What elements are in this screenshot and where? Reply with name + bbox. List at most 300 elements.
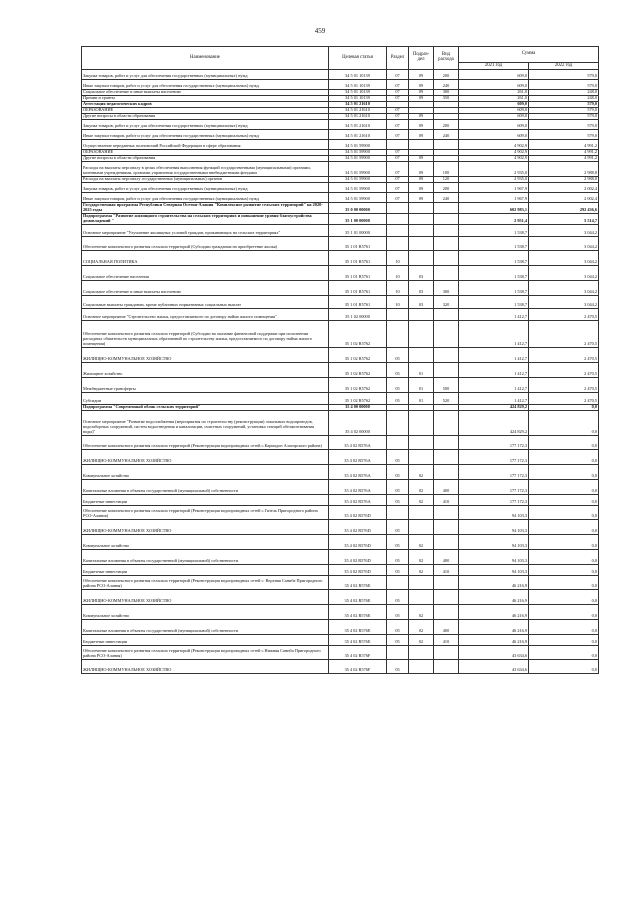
row-sum-2021: 177 172,3 <box>459 435 529 449</box>
row-expense-type: 400 <box>434 549 459 564</box>
row-sum-2021: 4 902,9 <box>459 140 529 150</box>
row-sum-2022: 0,0 <box>529 410 599 435</box>
row-sum-2021: 46 216,9 <box>459 575 529 589</box>
row-subsection: 03 <box>409 295 434 308</box>
row-expense-type <box>434 347 459 362</box>
row-name: Социальные выплаты гражданам, кроме публичных нормативных социальных выплат <box>82 295 329 308</box>
row-expense-type: 400 <box>434 479 459 494</box>
row-sum-2022: 2 470,5 <box>529 308 599 320</box>
row-section <box>387 505 409 519</box>
row-expense-type: 520 <box>434 392 459 404</box>
row-target: 35 4 02 R576E <box>329 589 387 604</box>
table-row <box>82 183 599 193</box>
row-expense-type: 200 <box>434 183 459 193</box>
row-subsection: 02 <box>409 494 434 505</box>
row-name: Капитальные вложения в объекты государственной (муниципальной) собственности <box>82 479 329 494</box>
table-row <box>82 392 599 404</box>
row-section: 10 <box>387 265 409 280</box>
row-section <box>387 410 409 435</box>
row-expense-type: 410 <box>434 564 459 575</box>
row-sum-2022: 3 044,2 <box>529 224 599 236</box>
row-target: 35 1 01 R5761 <box>329 236 387 250</box>
row-sum-2022: 0,0 <box>529 449 599 464</box>
row-section <box>387 645 409 659</box>
row-section: 05 <box>387 362 409 377</box>
row-sum-2022: 0,0 <box>529 604 599 619</box>
row-sum-2021: 609,0 <box>459 114 529 120</box>
table-row <box>82 295 599 308</box>
row-section: 10 <box>387 250 409 265</box>
row-sum-2021: 2 935,0 <box>459 162 529 177</box>
table-row <box>82 505 599 519</box>
row-sum-2022: 0,0 <box>529 435 599 449</box>
row-name: Иные закупки товаров, работ и услуг для обеспечения государственных (муниципальных) нужд <box>82 193 329 203</box>
row-subsection <box>409 589 434 604</box>
row-target: 34 5 01 10139 <box>329 96 387 102</box>
row-subsection <box>409 505 434 519</box>
row-target: 35 4 02 R576E <box>329 575 387 589</box>
row-target: 35 4 02 R576F <box>329 659 387 673</box>
row-subsection <box>409 320 434 347</box>
row-section <box>387 203 409 214</box>
row-expense-type <box>434 236 459 250</box>
row-section <box>387 435 409 449</box>
row-name: Основное мероприятие "Улучшение жилищных условий граждан, проживающих на сельских территориях" <box>82 224 329 236</box>
row-sum-2021: 4 902,9 <box>459 156 529 162</box>
row-target: 35 1 02 R5762 <box>329 377 387 392</box>
row-sum-2021: 177 172,3 <box>459 449 529 464</box>
row-sum-2022: 579,0 <box>529 130 599 140</box>
row-sum-2022: 0,0 <box>529 549 599 564</box>
row-subsection <box>409 308 434 320</box>
row-target: 34 5 01 59900 <box>329 140 387 150</box>
row-target: 34 5 01 10139 <box>329 70 387 80</box>
row-target: 34 5 01 59900 <box>329 177 387 183</box>
row-target: 35 1 02 R5762 <box>329 347 387 362</box>
row-name: Другие вопросы в области образования <box>82 156 329 162</box>
row-target: 34 5 01 59900 <box>329 193 387 203</box>
row-expense-type <box>434 464 459 479</box>
row-target: 34 5 01 21610 <box>329 108 387 114</box>
row-name: Основное мероприятие "Строительство жилья, предоставляемого по договору найма жилого помещения" <box>82 308 329 320</box>
table-row <box>82 575 599 589</box>
table-row <box>82 130 599 140</box>
row-sum-2022: 4 991,2 <box>529 150 599 156</box>
row-section: 07 <box>387 150 409 156</box>
row-subsection <box>409 659 434 673</box>
table-row <box>82 659 599 673</box>
row-name: Иные закупки товаров, работ и услуг для обеспечения государственных (муниципальных) нужд <box>82 80 329 90</box>
row-expense-type <box>434 435 459 449</box>
row-sum-2022: 0,0 <box>529 404 599 410</box>
row-sum-2022: 0,0 <box>529 464 599 479</box>
row-expense-type <box>434 308 459 320</box>
row-target: 35 4 02 R576A <box>329 479 387 494</box>
row-expense-type: 100 <box>434 162 459 177</box>
row-sum-2021: 94 103,3 <box>459 564 529 575</box>
row-expense-type: 410 <box>434 494 459 505</box>
table-row <box>82 479 599 494</box>
row-sum-2022: 0,0 <box>529 659 599 673</box>
row-name: Расходы на выплаты персоналу государственных (муниципальных) органов <box>82 177 329 183</box>
row-sum-2021: 177 172,3 <box>459 464 529 479</box>
row-section: 10 <box>387 280 409 295</box>
row-subsection: 02 <box>409 479 434 494</box>
row-target: 35 4 02 R576A <box>329 494 387 505</box>
row-sum-2021: 46 216,9 <box>459 619 529 634</box>
row-expense-type: 200 <box>434 70 459 80</box>
row-section: 05 <box>387 604 409 619</box>
row-sum-2022: 4 991,2 <box>529 156 599 162</box>
table-row <box>82 449 599 464</box>
row-expense-type: 240 <box>434 193 459 203</box>
row-target: 35 1 02 R5762 <box>329 362 387 377</box>
row-name: Социальное обеспечение и иные выплаты населению <box>82 90 329 96</box>
row-section: 07 <box>387 193 409 203</box>
row-sum-2022: 292 436,6 <box>529 203 599 214</box>
row-section: 05 <box>387 519 409 534</box>
row-name: Подпрограмма "Развитие жилищного строительства на сельских территориях и повышение уровня благоустройства домовладений " <box>82 213 329 224</box>
row-expense-type: 240 <box>434 130 459 140</box>
row-subsection: 02 <box>409 549 434 564</box>
table-row <box>82 362 599 377</box>
row-target: 35 4 02 R576D <box>329 534 387 549</box>
row-sum-2022: 0,0 <box>529 634 599 645</box>
row-expense-type <box>434 449 459 464</box>
row-expense-type: 500 <box>434 377 459 392</box>
row-sum-2022: 2 470,5 <box>529 347 599 362</box>
row-section: 07 <box>387 177 409 183</box>
row-sum-2021: 1 538,7 <box>459 236 529 250</box>
header-name: Наименование <box>82 47 329 70</box>
row-sum-2021: 1 412,7 <box>459 377 529 392</box>
row-section <box>387 224 409 236</box>
row-target: 35 0 00 00000 <box>329 203 387 214</box>
row-name: Бюджетные инвестиции <box>82 494 329 505</box>
row-name: Капитальные вложения в объекты государственной (муниципальной) собственности <box>82 549 329 564</box>
row-expense-type <box>434 140 459 150</box>
row-sum-2022: 0,0 <box>529 505 599 519</box>
row-section: 05 <box>387 564 409 575</box>
row-name: Расходы на выплаты персоналу в целях обеспечения выполнения функций государственными (муниципальными) органами, казенными учреждениями, органами управления государственными внебюджетными фондами <box>82 162 329 177</box>
row-sum-2021: 609,0 <box>459 130 529 140</box>
row-target: 34 5 01 10139 <box>329 90 387 96</box>
header-year-2021: 2021 год <box>459 63 529 70</box>
row-sum-2022: 248,0 <box>529 96 599 102</box>
row-target: 35 1 00 00000 <box>329 213 387 224</box>
row-section: 07 <box>387 114 409 120</box>
row-section: 07 <box>387 70 409 80</box>
row-name: Капитальные вложения в объекты государственной (муниципальной) собственности <box>82 619 329 634</box>
row-subsection: 09 <box>409 193 434 203</box>
header-sum: Сумма <box>459 47 599 63</box>
row-section: 05 <box>387 619 409 634</box>
row-sum-2022: 0,0 <box>529 619 599 634</box>
row-name: Премии и гранты <box>82 96 329 102</box>
row-sum-2021: 609,0 <box>459 102 529 108</box>
row-sum-2021: 1 538,7 <box>459 265 529 280</box>
row-name: Закупка товаров, работ и услуг для обеспечения государственных (муниципальных) нужд <box>82 120 329 130</box>
row-sum-2022: 2 988,8 <box>529 177 599 183</box>
row-section: 07 <box>387 108 409 114</box>
row-subsection <box>409 140 434 150</box>
row-expense-type <box>434 320 459 347</box>
row-sum-2022: 0,0 <box>529 519 599 534</box>
row-name: Другие вопросы в области образования <box>82 114 329 120</box>
row-subsection: 02 <box>409 534 434 549</box>
row-subsection: 03 <box>409 265 434 280</box>
table-row <box>82 70 599 80</box>
row-name: Закупка товаров, работ и услуг для обеспечения государственных (муниципальных) нужд <box>82 183 329 193</box>
row-target: 34 5 01 21610 <box>329 114 387 120</box>
row-target: 35 1 02 00000 <box>329 308 387 320</box>
row-sum-2022: 579,0 <box>529 70 599 80</box>
row-sum-2021: 261,0 <box>459 96 529 102</box>
row-sum-2021: 602 983,1 <box>459 203 529 214</box>
row-subsection <box>409 250 434 265</box>
row-sum-2022: 579,0 <box>529 80 599 90</box>
row-sum-2021: 94 103,3 <box>459 549 529 564</box>
row-sum-2022: 3 044,2 <box>529 250 599 265</box>
row-sum-2022: 579,0 <box>529 102 599 108</box>
row-expense-type <box>434 575 459 589</box>
row-expense-type <box>434 645 459 659</box>
row-name: Социальное обеспечение и иные выплаты населению <box>82 280 329 295</box>
row-subsection: 02 <box>409 464 434 479</box>
row-target: 35 1 02 R5762 <box>329 320 387 347</box>
row-section: 07 <box>387 156 409 162</box>
row-name: ОБРАЗОВАНИЕ <box>82 150 329 156</box>
row-subsection: 02 <box>409 564 434 575</box>
row-subsection <box>409 645 434 659</box>
row-name: Коммунальное хозяйство <box>82 464 329 479</box>
row-sum-2021: 1 967,9 <box>459 193 529 203</box>
row-subsection <box>409 203 434 214</box>
row-target: 35 1 01 R5761 <box>329 250 387 265</box>
header-subsection: Подраз- дел <box>409 47 434 70</box>
row-section: 05 <box>387 392 409 404</box>
row-expense-type: 410 <box>434 634 459 645</box>
row-name: ЖИЛИЩНО-КОММУНАЛЬНОЕ ХОЗЯЙСТВО <box>82 347 329 362</box>
row-subsection: 09 <box>409 80 434 90</box>
row-subsection: 09 <box>409 183 434 193</box>
table-row <box>82 250 599 265</box>
row-sum-2022: 2 470,5 <box>529 392 599 404</box>
row-sum-2021: 1 412,7 <box>459 308 529 320</box>
row-expense-type: 350 <box>434 96 459 102</box>
row-sum-2022: 0,0 <box>529 479 599 494</box>
table-row <box>82 645 599 659</box>
row-section: 05 <box>387 534 409 549</box>
row-subsection <box>409 347 434 362</box>
row-sum-2022: 3 044,2 <box>529 265 599 280</box>
row-sum-2021: 94 103,3 <box>459 505 529 519</box>
row-target: 35 4 02 R576E <box>329 619 387 634</box>
row-sum-2021: 424 829,2 <box>459 404 529 410</box>
row-name: Бюджетные инвестиции <box>82 564 329 575</box>
row-sum-2021: 177 172,3 <box>459 494 529 505</box>
row-target: 35 1 01 00000 <box>329 224 387 236</box>
table-row <box>82 519 599 534</box>
row-sum-2021: 43 634,6 <box>459 645 529 659</box>
row-subsection: 01 <box>409 377 434 392</box>
row-expense-type <box>434 265 459 280</box>
row-name: Закупка товаров, работ и услуг для обеспечения государственных (муниципальных) нужд <box>82 70 329 80</box>
row-target: 35 4 02 R576A <box>329 449 387 464</box>
row-sum-2022: 2 470,5 <box>529 377 599 392</box>
row-subsection <box>409 410 434 435</box>
table-row <box>82 236 599 250</box>
row-sum-2021: 2 935,0 <box>459 177 529 183</box>
row-sum-2021: 609,0 <box>459 108 529 114</box>
row-target: 35 4 02 R576D <box>329 505 387 519</box>
row-expense-type <box>434 203 459 214</box>
row-section <box>387 575 409 589</box>
row-name: Осуществление переданных полномочий Российской Федерации в сфере образования <box>82 140 329 150</box>
row-section <box>387 140 409 150</box>
row-section: 07 <box>387 96 409 102</box>
row-name: СОЦИАЛЬНАЯ ПОЛИТИКА <box>82 250 329 265</box>
table-row <box>82 140 599 150</box>
row-sum-2021: 94 103,3 <box>459 519 529 534</box>
row-section: 05 <box>387 377 409 392</box>
row-expense-type <box>434 505 459 519</box>
row-subsection: 09 <box>409 70 434 80</box>
row-section: 07 <box>387 183 409 193</box>
row-expense-type <box>434 659 459 673</box>
row-sum-2022: 3 044,2 <box>529 295 599 308</box>
row-name: ЖИЛИЩНО-КОММУНАЛЬНОЕ ХОЗЯЙСТВО <box>82 589 329 604</box>
row-expense-type <box>434 250 459 265</box>
row-sum-2021: 1 412,7 <box>459 347 529 362</box>
table-row <box>82 320 599 347</box>
row-target: 35 4 02 00000 <box>329 410 387 435</box>
table-row <box>82 120 599 130</box>
row-sum-2022: 0,0 <box>529 534 599 549</box>
row-sum-2021: 1 412,7 <box>459 320 529 347</box>
table-row <box>82 265 599 280</box>
row-subsection: 01 <box>409 392 434 404</box>
row-subsection: 01 <box>409 362 434 377</box>
row-target: 34 5 01 21610 <box>329 120 387 130</box>
row-sum-2021: 609,0 <box>459 120 529 130</box>
row-sum-2022: 0,0 <box>529 564 599 575</box>
row-target: 34 5 01 10139 <box>329 80 387 90</box>
row-expense-type <box>434 410 459 435</box>
row-target: 35 4 02 R576A <box>329 435 387 449</box>
table-row <box>82 494 599 505</box>
budget-table <box>81 46 599 674</box>
table-row <box>82 280 599 295</box>
row-section: 07 <box>387 120 409 130</box>
row-name: Обеспечение комплексного развития сельских территорий (Реконструкция водопроводных сетей с.Нижняя Саниба Пригородного района РСО-Алания) <box>82 645 329 659</box>
table-row <box>82 589 599 604</box>
row-subsection: 02 <box>409 634 434 645</box>
row-sum-2021: 1 538,7 <box>459 224 529 236</box>
row-sum-2021: 4 902,9 <box>459 150 529 156</box>
row-expense-type <box>434 213 459 224</box>
row-sum-2022: 2 470,5 <box>529 320 599 347</box>
row-subsection: 02 <box>409 619 434 634</box>
row-section <box>387 320 409 347</box>
row-section: 05 <box>387 449 409 464</box>
table-row <box>82 162 599 177</box>
row-sum-2021: 261,0 <box>459 90 529 96</box>
row-sum-2021: 424 829,2 <box>459 410 529 435</box>
row-sum-2022: 3 044,2 <box>529 280 599 295</box>
table-row <box>82 347 599 362</box>
table-body <box>82 70 599 674</box>
page-number: 459 <box>314 27 326 35</box>
row-expense-type: 400 <box>434 619 459 634</box>
row-name: Подпрограмма "Современный облик сельских территорий" <box>82 404 329 410</box>
row-sum-2021: 1 967,9 <box>459 183 529 193</box>
row-sum-2022: 0,0 <box>529 575 599 589</box>
row-subsection <box>409 575 434 589</box>
table-row <box>82 213 599 224</box>
row-subsection: 09 <box>409 130 434 140</box>
row-name: Межбюджетные трансферты <box>82 377 329 392</box>
row-sum-2021: 46 216,9 <box>459 589 529 604</box>
row-subsection <box>409 224 434 236</box>
row-subsection: 02 <box>409 604 434 619</box>
row-sum-2021: 1 538,7 <box>459 280 529 295</box>
row-sum-2022: 3 044,2 <box>529 236 599 250</box>
row-section: 05 <box>387 659 409 673</box>
row-sum-2021: 2 951,4 <box>459 213 529 224</box>
row-target: 35 1 01 R5761 <box>329 265 387 280</box>
row-section: 05 <box>387 347 409 362</box>
row-target: 34 5 01 59900 <box>329 156 387 162</box>
row-subsection: 03 <box>409 280 434 295</box>
table-row <box>82 193 599 203</box>
header-section: Раздел <box>387 47 409 70</box>
row-expense-type: 200 <box>434 120 459 130</box>
row-name: Основное мероприятие "Развитие водоснабжения (мероприятия по строительству (реконструкции) локальных водопроводов, водозаборных сооружений, систем водоотведения и канализации, очистных сооружений, установка станций обезжелезивания воды)" <box>82 410 329 435</box>
row-subsection <box>409 435 434 449</box>
row-sum-2021: 43 634,6 <box>459 659 529 673</box>
row-name: ЖИЛИЩНО-КОММУНАЛЬНОЕ ХОЗЯЙСТВО <box>82 659 329 673</box>
row-subsection <box>409 236 434 250</box>
row-target: 35 1 02 R5762 <box>329 392 387 404</box>
row-subsection <box>409 519 434 534</box>
row-section: 05 <box>387 464 409 479</box>
row-section: 05 <box>387 479 409 494</box>
row-target: 35 4 02 R576A <box>329 464 387 479</box>
row-target: 35 4 00 00000 <box>329 404 387 410</box>
table-row <box>82 435 599 449</box>
table-row <box>82 377 599 392</box>
table-row <box>82 224 599 236</box>
row-expense-type: 240 <box>434 80 459 90</box>
row-target: 34 5 01 59900 <box>329 162 387 177</box>
row-sum-2021: 1 538,7 <box>459 295 529 308</box>
table-row <box>82 564 599 575</box>
row-target: 35 4 02 R576D <box>329 549 387 564</box>
row-name: Обеспечение комплексного развития сельских территорий (Реконструкция водопроводных сетей с.Кармадон Алагирского района) <box>82 435 329 449</box>
row-name: ЖИЛИЩНО-КОММУНАЛЬНОЕ ХОЗЯЙСТВО <box>82 449 329 464</box>
row-target: 34 5 01 21610 <box>329 130 387 140</box>
row-sum-2022: 4 991,2 <box>529 140 599 150</box>
row-subsection: 09 <box>409 162 434 177</box>
row-section: 05 <box>387 634 409 645</box>
row-name: Аттестация педагогических кадров <box>82 102 329 108</box>
row-sum-2022: 2 002,4 <box>529 183 599 193</box>
row-sum-2022: 2 470,5 <box>529 362 599 377</box>
row-expense-type <box>434 534 459 549</box>
row-section: 07 <box>387 162 409 177</box>
header-row <box>82 47 599 63</box>
